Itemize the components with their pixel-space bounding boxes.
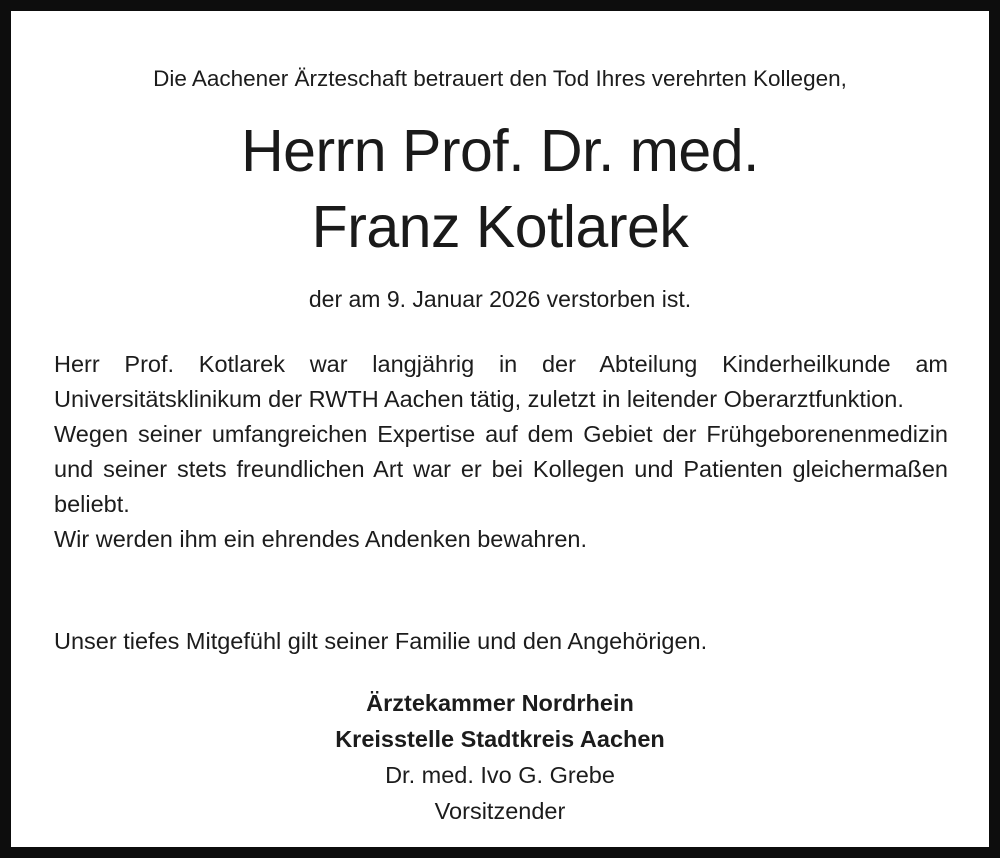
signature-branch: Kreisstelle Stadtkreis Aachen — [335, 726, 665, 752]
tribute-paragraph-remembrance: Wir werden ihm ein ehrendes Andenken bewahren. — [54, 526, 587, 552]
signature-organization: Ärztekammer Nordrhein — [366, 690, 634, 716]
deceased-name-line: Franz Kotlarek — [311, 194, 689, 260]
intro-text: Die Aachener Ärzteschaft betrauert den Tod Ihres verehrten Kollegen, — [153, 66, 847, 91]
tribute-paragraph-career: Herr Prof. Kotlarek war langjährig in der Abteilung Kinderheilkunde am Universitätsklinikum der RWTH Aachen tätig, zuletzt in leitender Oberarztfunktion. — [54, 351, 948, 412]
signature-block — [11, 685, 989, 829]
tribute-paragraph-expertise: Wegen seiner umfangreichen Expertise auf dem Gebiet der Frühgeborenenmedizin und seiner stets freundlichen Art war er bei Kollegen und Patienten gleichermaßen beliebt. — [54, 421, 948, 517]
death-date-text: der am 9. Januar 2026 verstorben ist. — [308, 286, 692, 312]
deceased-title-line: Herrn Prof. Dr. med. — [241, 118, 759, 184]
deceased-name — [11, 113, 989, 265]
tribute-body — [54, 347, 948, 557]
signature-person: Dr. med. Ivo G. Grebe — [385, 762, 615, 788]
condolence-text: Unser tiefes Mitgefühl gilt seiner Familie und den Angehörigen. — [54, 628, 708, 654]
signature-role: Vorsitzender — [434, 798, 566, 824]
